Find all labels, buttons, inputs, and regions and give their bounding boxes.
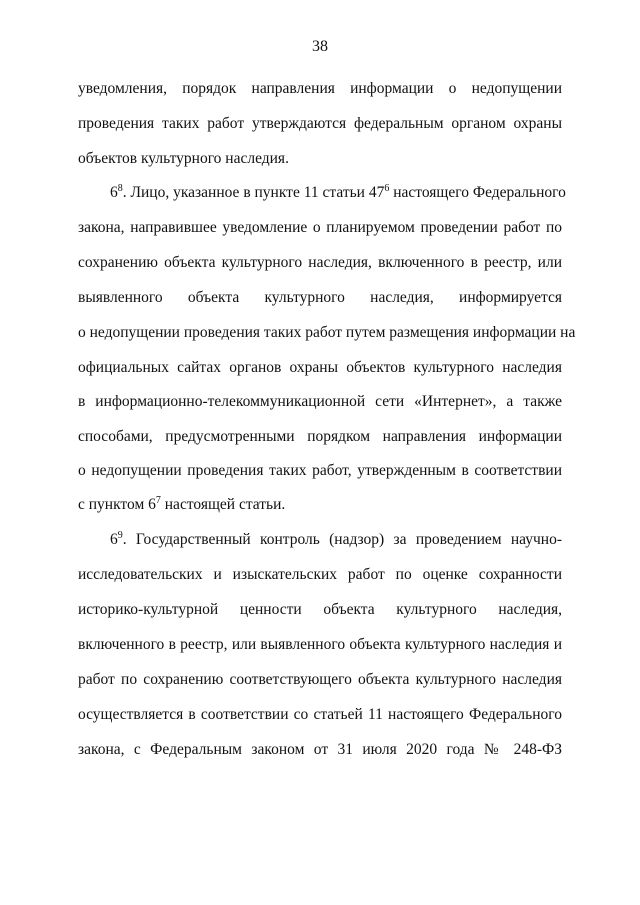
text-line: проведения таких работ утверждаются федеральным органом охраны xyxy=(78,115,562,132)
text-fragment: с пунктом 6 xyxy=(78,496,156,513)
text-line: историко-культурной ценности объекта культурного наследия, xyxy=(78,601,562,618)
text-fragment: . Лицо, указанное в пункте 11 статьи 47 xyxy=(122,184,385,201)
text-line xyxy=(110,183,566,204)
text-line: включенного в реестр, или выявленного объекта культурного наследия и xyxy=(78,636,562,653)
page-number: 38 xyxy=(312,38,328,55)
article-superscript: 6 xyxy=(384,183,390,194)
text-line: объектов культурного наследия. xyxy=(78,150,289,167)
text-fragment: настоящей статьи. xyxy=(160,496,286,513)
text-line: о недопущении проведения таких работ, утвержденным в соответствии xyxy=(78,462,562,479)
text-line xyxy=(110,531,562,551)
text-fragment: . Государственный контроль (надзор) за проведением научно- xyxy=(122,531,562,548)
text-line: закона, направившее уведомление о планируемом проведении работ по xyxy=(78,219,562,236)
text-line: исследовательских и изыскательских работ по оценке сохранности xyxy=(78,566,562,583)
text-line: сохранению объекта культурного наследия, включенного в реестр, или xyxy=(78,254,562,271)
text-line: уведомления, порядок направления информации о недопущении xyxy=(78,80,562,97)
text-line: закона, с Федеральным законом от 31 июля 2020 года № 248-ФЗ xyxy=(78,741,562,758)
text-line: работ по сохранению соответствующего объекта культурного наследия xyxy=(78,671,562,688)
text-line: выявленного объекта культурного наследия, информируется xyxy=(78,289,562,306)
clause-number-superscript: 9 xyxy=(117,530,123,541)
clause-number: 6 xyxy=(110,184,118,201)
clause-number-superscript: 8 xyxy=(117,183,123,194)
text-line: осуществляется в соответствии со статьей 11 настоящего Федерального xyxy=(78,706,562,723)
text-fragment: настоящего Федерального xyxy=(389,184,566,201)
text-line: официальных сайтах органов охраны объектов культурного наследия xyxy=(78,359,562,376)
text-line: способами, предусмотренными порядком направления информации xyxy=(78,428,562,445)
clause-number: 6 xyxy=(110,531,118,548)
text-line: в информационно-телекоммуникационной сети «Интернет», а также xyxy=(78,393,562,410)
text-line xyxy=(78,496,562,516)
text-line: о недопущении проведения таких работ путем размещения информации на xyxy=(78,324,576,341)
point-superscript: 7 xyxy=(155,495,161,506)
